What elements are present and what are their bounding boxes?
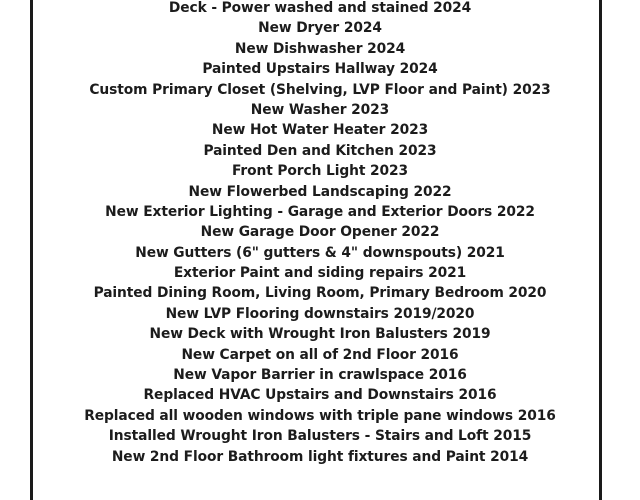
list-item: Painted Den and Kitchen 2023 [203, 142, 437, 159]
list-item: Installed Wrought Iron Balusters - Stairs and Loft 2015 [108, 428, 532, 445]
list-item: Deck - Power washed and stained 2024 [168, 0, 472, 16]
list-item: Exterior Paint and siding repairs 2021 [173, 265, 467, 282]
list-item: Painted Dining Room, Living Room, Primary Bedroom 2020 [93, 285, 547, 302]
list-item: New Deck with Wrought Iron Balusters 2019 [149, 326, 491, 343]
list-item: Front Porch Light 2023 [231, 163, 409, 180]
list-item: Replaced all wooden windows with triple pane windows 2016 [84, 407, 556, 424]
list-item: New Vapor Barrier in crawlspace 2016 [173, 367, 467, 384]
list-item: New Hot Water Heater 2023 [211, 122, 429, 139]
list-item: New Gutters (6" gutters & 4" downspouts) 2021 [135, 244, 505, 261]
list-item: New LVP Flooring downstairs 2019/2020 [165, 305, 475, 322]
list-item: New Flowerbed Landscaping 2022 [188, 183, 452, 200]
list-item: New Garage Door Opener 2022 [200, 224, 440, 241]
list-item: New Exterior Lighting - Garage and Exterior Doors 2022 [105, 203, 535, 220]
list-item: New Dishwasher 2024 [234, 40, 406, 57]
list-item: New Dryer 2024 [258, 20, 382, 37]
list-item: New Washer 2023 [250, 101, 390, 118]
list-item: New Carpet on all of 2nd Floor 2016 [181, 346, 459, 363]
list-item: Custom Primary Closet (Shelving, LVP Floor and Paint) 2023 [89, 81, 551, 98]
list-item: Replaced HVAC Upstairs and Downstairs 2016 [143, 387, 497, 404]
list-item: Painted Upstairs Hallway 2024 [202, 61, 438, 78]
list-item: New 2nd Floor Bathroom light fixtures and Paint 2014 [111, 448, 529, 465]
